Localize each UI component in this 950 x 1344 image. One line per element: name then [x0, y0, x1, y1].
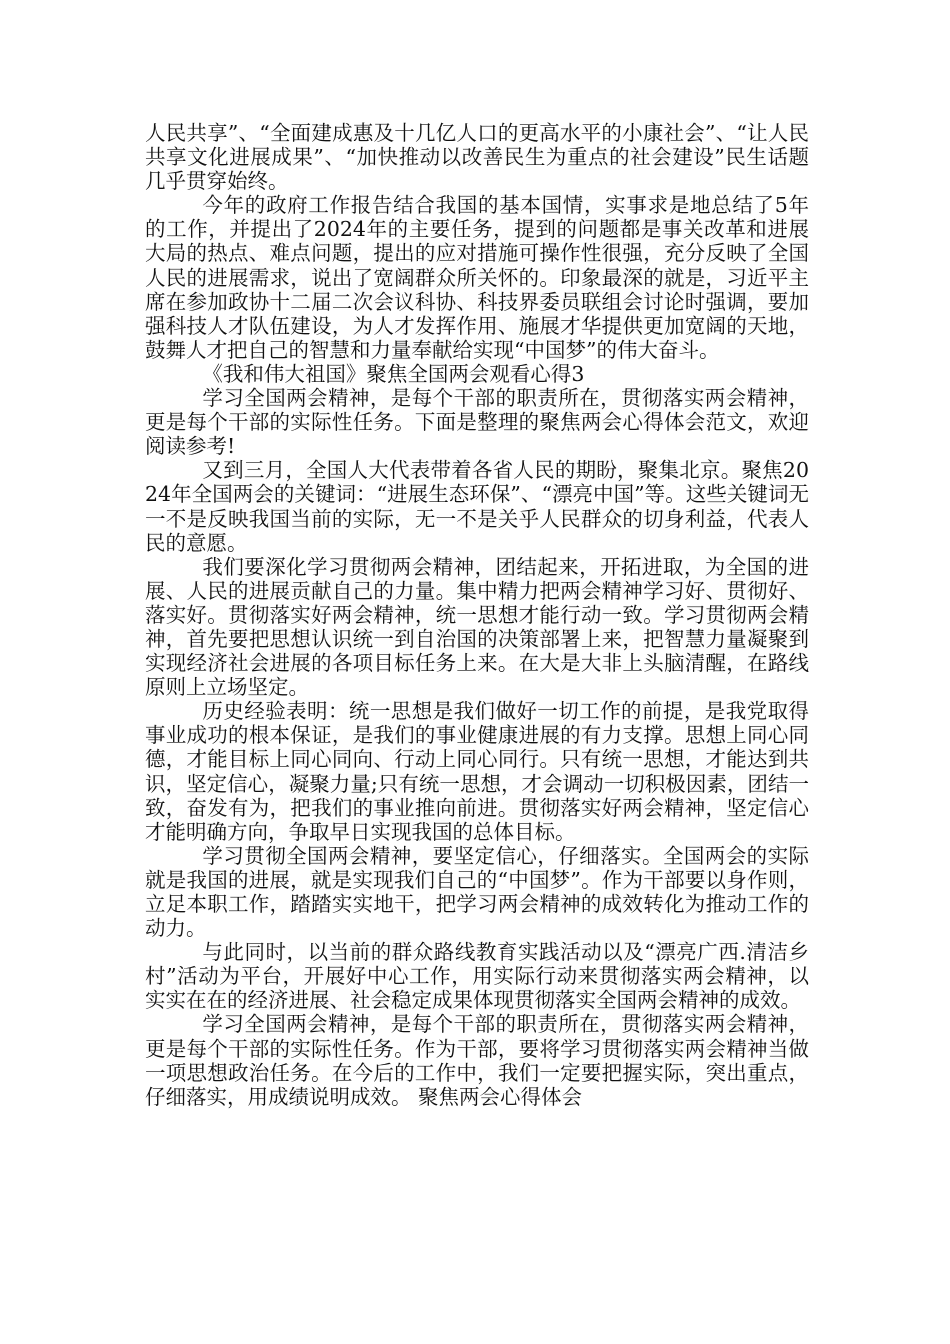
paragraph-5: 我们要深化学习贯彻两会精神，团结起来，开拓进取，为全国的进展、人民的进展贡献自己的力量。集中精力把两会精神学习好、贯彻好、落实好。贯彻落实好两会精神，统一思想才能行动一致。学习贯彻两会精神，首先要把思想认识统一到自治国的决策部署上来，把智慧力量凝聚到实现经济社会进展的各项目标任务上来。在大是大非上头脑清醒，在路线原则上立场坚定。 [145, 554, 809, 700]
paragraph-2: 今年的政府工作报告结合我国的基本国情，实事求是地总结了5年的工作，并提出了2024年的主要任务，提到的问题都是事关改革和进展大局的热点、难点问题，提出的应对措施可操作性很强，充分反映了全国人民的进展需求，说出了宽阔群众所关怀的。印象最深的就是，习近平主席在参加政协十二届二次会议科协、科技界委员联组会讨论时强调，要加强科技人才队伍建设，为人才发挥作用、施展才华提供更加宽阔的天地，鼓舞人才把自己的智慧和力量奉献给实现“中国梦”的伟大奋斗。 [145, 193, 809, 362]
paragraph-4: 又到三月，全国人大代表带着各省人民的期盼，聚集北京。聚焦2024年全国两会的关键词：“进展生态环保”、“漂亮中国”等。这些关键词无一不是反映我国当前的实际，无一不是关乎人民群众的切身利益，代表人民的意愿。 [145, 458, 809, 555]
paragraph-8: 与此同时，以当前的群众路线教育实践活动以及“漂亮广西.清洁乡村”活动为平台，开展好中心工作，用实际行动来贯彻落实两会精神，以实实在在的经济进展、社会稳定成果体现贯彻落实全国两会精神的成效。 [145, 940, 809, 1013]
paragraph-6: 历史经验表明：统一思想是我们做好一切工作的前提，是我党取得事业成功的根本保证，是我们的事业健康进展的有力支撑。思想上同心同德，才能目标上同心同向、行动上同心同行。只有统一思想，才能达到共识，坚定信心，凝聚力量;只有统一思想，才会调动一切积极因素，团结一致，奋发有为，把我们的事业推向前进。贯彻落实好两会精神，坚定信心才能明确方向，争取早日实现我国的总体目标。 [145, 699, 809, 844]
document-body [145, 121, 809, 1109]
section-heading: 《我和伟大祖国》聚焦全国两会观看心得3 [202, 361, 585, 386]
paragraph-3: 学习全国两会精神，是每个干部的职责所在，贯彻落实两会精神，更是每个干部的实际性任务。下面是整理的聚焦两会心得体会范文，欢迎阅读参考! [145, 386, 809, 459]
paragraph-7: 学习贯彻全国两会精神，要坚定信心，仔细落实。全国两会的实际就是我国的进展，就是实现我们自己的“中国梦”。作为干部要以身作则，立足本职工作，踏踏实实地干，把学习两会精神的成效转化为推动工作的动力。 [145, 843, 809, 941]
paragraph-9: 学习全国两会精神，是每个干部的职责所在，贯彻落实两会精神，更是每个干部的实际性任务。作为干部，要将学习贯彻落实两会精神当做一项思想政治任务。在今后的工作中，我们一定要把握实际，突出重点，仔细落实，用成绩说明成效。 聚焦两会心得体会 [145, 1012, 809, 1109]
paragraph-1: 人民共享”、“全面建成惠及十几亿人口的更高水平的小康社会”、“让人民共享文化进展成果”、“加快推动以改善民生为重点的社会建设”民生话题几乎贯穿始终。 [145, 121, 809, 194]
